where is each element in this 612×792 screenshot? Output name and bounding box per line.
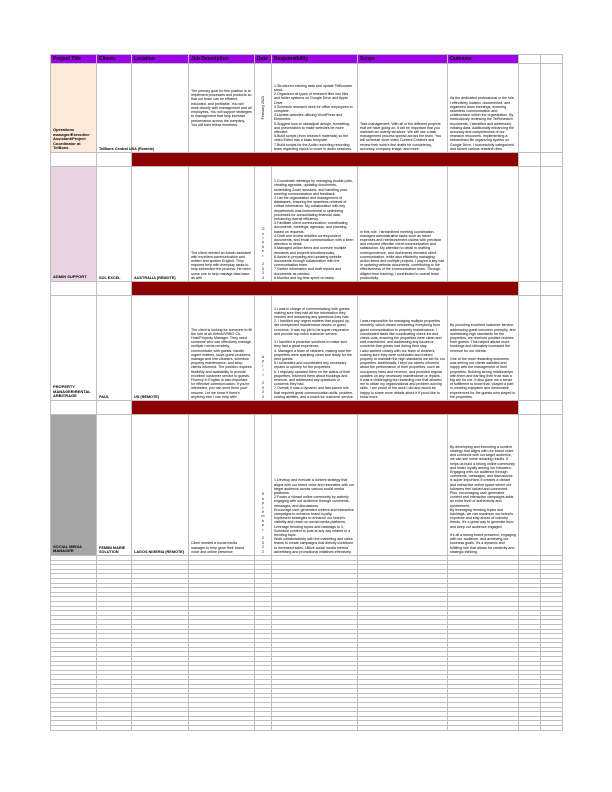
scope-cell[interactable]	[358, 415, 448, 556]
job-description-cell[interactable]: The client is looking for someone to fill the role of an Airbnb/VRBO Co-Host/Property Manager. They need someone who can effectively manage multiple rooms remotely, communicate with guests, handle urgent matters, solve guest problems, manage and hire cleaners, schedule property maintenance, and keep clients informed. The position requires flexibility and availability to provide excellent customer service to guests. Fluency in English is also important for effective communication. If you're interested, you can send them your resume. Let me know if there's anything else I can help with!	[189, 296, 255, 401]
header-responsibility[interactable]: Responsibility	[272, 55, 358, 64]
separator-cell	[51, 153, 97, 167]
separator-cell	[541, 282, 563, 296]
date-cell[interactable]	[255, 415, 272, 556]
header-clients[interactable]: Clients	[97, 55, 132, 64]
project-title-cell[interactable]: SOCIAL MEDIA MANAGER	[51, 415, 97, 556]
empty-cell[interactable]	[132, 725, 189, 730]
project-title-cell[interactable]: ADMIN SUPPORT	[51, 167, 97, 282]
blank-cell[interactable]	[541, 64, 563, 153]
location-cell[interactable]	[132, 64, 189, 153]
separator-cell	[541, 401, 563, 415]
location-cell[interactable]: LAGOS NIGERIA (REMOTE)	[132, 415, 189, 556]
job-description-cell[interactable]: Client needed a social media manager to help grow their brand voice and online presence	[189, 415, 255, 556]
empty-cell[interactable]	[519, 725, 541, 730]
header-date[interactable]: Date	[255, 55, 272, 64]
empty-cell[interactable]	[541, 725, 563, 730]
responsibility-cell[interactable]: 1.I was in charge of communicating with guests, making sure they had all the information they needed and answering any questions they had. 2. I handled any urgent matters that popped up, like unexpected maintenance issues or guest concerns. It was my job to be super responsive and provide top-notch customer service. 3.I handled a proactive solutions to make sure they had a great experience. 4. Managed a team of cleaners, making sure the properties were sparkling clean and ready for the next guests. 5.I scheduled and coordinated any necessary repairs or upkeep for the properties. 6. I regularly updated them on the status of their properties, informed them about bookings and revenue, and addressed any questions or concerns they had. 7.Overall, it was a dynamic and fast-paced role that required great communication skills, problem-solving abilities, and a knack for customer service.	[272, 296, 358, 401]
header-row	[51, 55, 563, 64]
header-scope[interactable]: Scope	[358, 55, 448, 64]
empty-cell[interactable]	[272, 725, 358, 730]
blank-cell[interactable]	[519, 415, 541, 556]
table-row	[51, 64, 563, 153]
separator-row	[51, 282, 563, 296]
date-cell[interactable]	[255, 296, 272, 401]
empty-cell[interactable]	[358, 725, 448, 730]
outcome-cell[interactable]: By developing and executing a content strategy that aligns with our brand voice and connects with our target audience, we can see some amazing results. It helps us build a strong online community and foster loyalty among our followers. Engaging with our audience through comments, messages, and discussions is super important. It creates a vibrant and interactive online space where our followers feel valued and connected. Plus, encouraging user-generated content and interactive campaigns adds an extra level of authenticity and involvement. By leveraging trending topics and hashtags, we can maximize our brand's exposure and stay ahead of industry trends. It's a great way to generate buzz and keep our audience engaged. It's all a strong brand presence, engaging with our audience, and achieving our business goals. It's a dynamic and fulfilling role that allows for creativity and strategic thinking.	[448, 415, 519, 556]
header-blank-2	[541, 55, 563, 64]
empty-cell[interactable]	[97, 725, 132, 730]
client-cell[interactable]: FEMIBI MARIE SOLUTION	[97, 415, 132, 556]
table-row	[51, 415, 563, 556]
outcome-cell[interactable]: As the dedicated professional in the role, I effectively located, documented, and organized team meetings, ensuring seamless communication and collaboration within the organization. By meticulously reviewing the TelResearch documents, I identified and addressed missing data. Additionally enhancing the accuracy and completeness of our research resources. Implementing a streamlined file organizing system on Google Drive, I successfully categorized and stored various research files.	[448, 64, 519, 153]
blank-cell[interactable]	[541, 296, 563, 401]
spreadsheet	[50, 54, 562, 731]
separator-cell	[519, 282, 541, 296]
separator-cell	[51, 401, 97, 415]
responsibility-cell[interactable]: 1.Structured existing data and update TelBrowser stock. 2.Organized all types of research files into files and folder systems on Google Drive and Apple Drive. 3.Schedule research work for office employees to complete. 4.Update websites utilizing WordPress and Elementor. 5.Suggest how to use/adjust design, formatting, and presentation to make websites be more effective. 6.Build scripts (from research materials) so the video Editor has a basic template. 7.Build scripts for the Audio recording recording team regarding topics to cover in audio sessions.	[272, 64, 358, 153]
separator-row	[51, 153, 563, 167]
outcome-cell[interactable]	[448, 167, 519, 282]
date-text: S e p t e m b e r 2 0 2 2	[261, 492, 265, 554]
table-row	[51, 296, 563, 401]
blank-cell[interactable]	[541, 415, 563, 556]
separator-cell	[541, 153, 563, 167]
separator-cell	[97, 401, 132, 415]
header-outcome[interactable]: Outcome	[448, 55, 519, 64]
date-cell[interactable]	[255, 167, 272, 282]
location-cell[interactable]: US (REMOTE)	[132, 296, 189, 401]
header-job-description[interactable]: Job Description	[189, 55, 255, 64]
client-cell[interactable]: PAUL	[97, 296, 132, 401]
header-blank-1	[519, 55, 541, 64]
date-text: A p r i l 2 0 2 3	[261, 354, 265, 399]
separator-bar	[132, 282, 519, 296]
separator-cell	[519, 401, 541, 415]
header-project-title[interactable]: Project Title	[51, 55, 97, 64]
scope-cell[interactable]: Task management. With all of the different projects that we have going on, it will be important that you maintain an orderly structure. We will use a task management process spread across the team. You will schedule short video Content Creators and review their work's first drafts for consistency, accuracy, company image, and more.	[358, 64, 448, 153]
separator-cell	[519, 153, 541, 167]
date-cell[interactable]	[255, 64, 272, 153]
empty-cell[interactable]	[448, 725, 519, 730]
job-description-cell[interactable]: The client needed an Admin assistant with excellent communication and written and spoken English. They required help with everyday tasks to help streamline the process. He need some one to help manage data base as well	[189, 167, 255, 282]
job-description-cell[interactable]: The primary goal for this position is to implement processes and products so that our team can be efficient, educated, and profitable. You will work closely with management and all employees. You will support strategies to management that help increase performance across the company. You will train fellow members.	[189, 64, 255, 153]
responsibility-cell[interactable]: 1.Develop and execute a content strategy that aligns with our brand voice and resonates with our target audience across various social media platforms. 2.Foster a vibrant online community by actively engaging with our audience through comments, messages, and discussions. Encourage user-generated content and interactive campaigns to enhance brand loyalty. Implement strategies to enhance our brand's visibility and reach on social media platforms. Leverage trending topics and hashtags to 3. Schedule content to post at any day related to a trending topic. Work collaboratively with the marketing and sales teams to create campaigns that directly contribute to increased sales. Utilize social media metrics advertising and promotional initiatives effectively.	[272, 415, 358, 556]
blank-cell[interactable]	[541, 167, 563, 282]
location-cell[interactable]: AUSTRALIA (REMOTE)	[132, 167, 189, 282]
scope-cell[interactable]: In this role, I streamlined meeting coordination, managed administrative tasks such as travel expenses and reimbursement claims with precision and ensured effective client communication and satisfaction. My attention to detail in drafting correspondence, and documents elevated client communication, while also efficiently managing action items and multiple projects. I played a key role in updating website documents, contributing to the effectiveness of the communication team. Through diligent time tracking, I contributed to overall team productivity.	[358, 167, 448, 282]
empty-row	[51, 725, 563, 730]
project-title-cell[interactable]: Operations manager/Executive Assistant/Project Coordinator at TelBons	[51, 64, 97, 153]
empty-cell[interactable]	[189, 725, 255, 730]
client-cell[interactable]: TelBons Central USA (Remote)	[97, 64, 132, 153]
separator-cell	[97, 282, 132, 296]
portfolio-table	[50, 54, 563, 731]
client-cell[interactable]: SOL EXCEL	[97, 167, 132, 282]
empty-rows	[51, 556, 563, 731]
blank-cell[interactable]	[519, 167, 541, 282]
blank-cell[interactable]	[519, 64, 541, 153]
empty-cell[interactable]	[51, 725, 97, 730]
separator-bar	[132, 153, 519, 167]
date-text: February 2023	[261, 95, 265, 120]
separator-cell	[97, 153, 132, 167]
separator-bar	[132, 401, 519, 415]
header-location[interactable]: Location	[132, 55, 189, 64]
empty-cell[interactable]	[255, 725, 272, 730]
scope-cell[interactable]: I was responsible for managing multiple properties remotely, which meant overseeing everything from guest communication to property maintenance. I coordinated tasks like coordinating check-ins and check-outs, ensuring the properties were clean and well-maintained, and addressing any issues or concerns that guests had during their stay. I also worked closely with our team of cleaners, making sure they were scheduled and trained properly to maintain the high standards we set for our properties. Additionally, I kept our clients informed about the performance of their properties, such as occupancy rates and revenue, and provided regular updates on any necessary maintenance or repairs. It was a challenging but rewarding role that allowed me to utilize my organizational and problem-solving skills. I am proud of the work I did and would be happy to share more details about it if you'd like to know more.	[358, 296, 448, 401]
project-title-cell[interactable]: PROPERTY MANAGER/RENTAL ARBITRAGE	[51, 296, 97, 401]
blank-cell[interactable]	[519, 296, 541, 401]
table-row	[51, 167, 563, 282]
responsibility-cell[interactable]: 1.Coordinate meetings by managing double polls, creating agendas, updating documents, scheduling Zoom sessions, and handling post-meeting communication and feedback. 2.List the organization and management of databases, ensuring the seamless retrieval of critical information. My collaboration with key departments was instrumental in optimizing processes for consolidating financial data, enhancing overall efficiency. 3.Facilitate client communication; coordinating documents, meetings, agendas, and planning based on requests. 4.Draft and review detailed correspondent documents, and email communication with a keen attention to detail. 5.Managed action items and oversee multiple demands and projects simultaneously. 6.Assist in preparing and updating website documents through collaboration with the communication team. 7.Gather information and draft reports and documents as needed. 8.Monitor and log time spent on tasks.	[272, 167, 358, 282]
date-text: O c t o b e r 2 0 2 3	[261, 227, 265, 280]
separator-row	[51, 401, 563, 415]
outcome-cell[interactable]: By providing excellent customer service, addressing guest concerns promptly, and maintaining high standards for the properties, we received positive reviews from guests. This helped attract more bookings and ultimately increased the revenue for our clients. One of the most rewarding outcomes was seeing our clients satisfied and happy with the management of their properties. Building strong relationships with them and earning their trust was a big win for me. It also gave me a sense of fulfillment to know that I played a part in creating enjoyable and memorable experiences for the guests who stayed in the properties.	[448, 296, 519, 401]
separator-cell	[51, 282, 97, 296]
